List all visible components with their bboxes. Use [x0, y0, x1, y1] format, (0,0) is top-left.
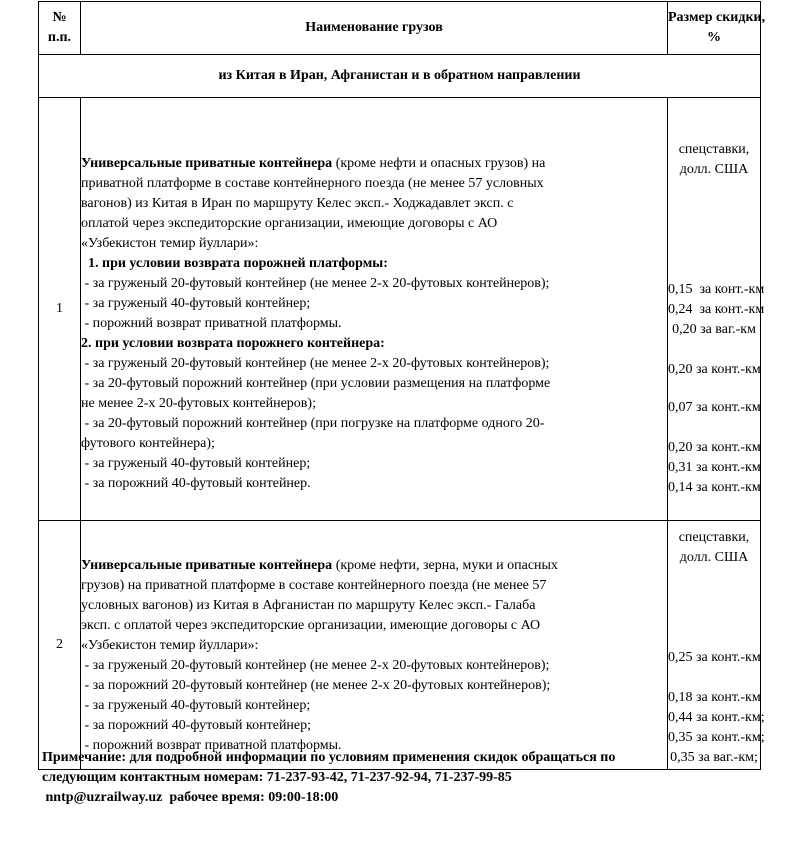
- discount-value: 0,15 за конт.-км: [668, 282, 765, 297]
- description-line: приватной платформе в составе контейнерного поезда (не менее 57 условных: [81, 176, 544, 191]
- condition-item: - за груженый 20-футовый контейнер (не менее 2-х 20-футовых контейнеров);: [81, 276, 550, 291]
- condition-item: - за груженый 20-футовый контейнер (не менее 2-х 20-футовых контейнеров);: [81, 658, 550, 673]
- condition-item: - порожний возврат приватной платформы.: [81, 738, 342, 753]
- condition-item: - за груженый 40-футовый контейнер;: [81, 456, 311, 471]
- condition-item: - за груженый 40-футовый контейнер;: [81, 698, 311, 713]
- cargo-type-bold: Универсальные приватные контейнера: [81, 156, 333, 171]
- description-first-line: [81, 154, 667, 174]
- description-line: условных вагонов) из Китая в Афганистан по маршруту Келес эксп.- Галаба: [81, 598, 536, 613]
- discount-value: 0,18 за конт.-км: [668, 690, 761, 705]
- discount-cell: [668, 98, 765, 521]
- discount-value: 0,35 за ваг.-км;: [670, 750, 758, 765]
- row-number: 1: [39, 98, 81, 521]
- discount-value: 0,25 за конт.-км: [668, 650, 761, 665]
- discount-value: 0,07 за конт.-км: [668, 400, 761, 415]
- condition-item: не менее 2-х 20-футовых контейнеров);: [81, 396, 316, 411]
- discount-value: 0,24 за конт.-км: [668, 302, 765, 317]
- description-line: оплатой через экспедиторские организации, имеющие договоры с АО: [81, 216, 498, 231]
- condition-item: - за 20-футовый порожний контейнер (при погрузке на платформе одного 20-: [81, 416, 545, 431]
- condition-item: футового контейнера);: [81, 436, 215, 451]
- header-number: [39, 2, 81, 55]
- discount-cell: [668, 521, 765, 770]
- cargo-description: [81, 521, 668, 770]
- cargo-description: [81, 98, 668, 521]
- table-header-row: [39, 2, 761, 55]
- discount-value: 0,31 за конт.-км: [668, 460, 761, 475]
- condition-item: - за 20-футовый порожний контейнер (при условии размещения на платформе: [81, 376, 551, 391]
- description-line: вагонов) из Китая в Иран по маршруту Келес эксп.- Ходжадавлет эксп. с: [81, 196, 514, 211]
- note-email-line: nntp@uzrailway.uz рабочее время: 09:00-18:00: [42, 790, 339, 805]
- table-row: [39, 98, 761, 521]
- cargo-type-bold: Универсальные приватные контейнера: [81, 558, 333, 573]
- discount-unit: долл. США: [679, 162, 749, 177]
- header-discount: [668, 2, 766, 55]
- row-number: 2: [39, 521, 81, 770]
- region-title: из Китая в Иран, Афганистан и в обратном направлении: [39, 55, 761, 98]
- condition-title: 2. при условии возврата порожнего контейнера:: [81, 336, 385, 351]
- condition-item: - за груженый 20-футовый контейнер (не менее 2-х 20-футовых контейнеров);: [81, 356, 550, 371]
- discount-unit: спецставки,: [678, 142, 750, 157]
- discount-value: 0,20 за конт.-км: [668, 362, 761, 377]
- discount-value: 0,44 за конт.-км;: [668, 710, 765, 725]
- description-line: «Узбекистон темир йуллари»:: [81, 236, 259, 251]
- description-line: грузов) на приватной платформе в составе контейнерного поезда (не менее 57: [81, 578, 547, 593]
- note-phone-line: следующим контактным номерам: 71-237-93-42, 71-237-92-94, 71-237-99-85: [42, 770, 512, 785]
- discount-unit: долл. США: [679, 550, 749, 565]
- description-line: «Узбекистон темир йуллари»:: [81, 638, 259, 653]
- description-text: (кроме нефти, зерна, муки и опасных: [332, 558, 558, 573]
- condition-title: 1. при условии возврата порожней платформы:: [81, 256, 388, 271]
- discount-value: 0,20 за конт.-км: [668, 440, 761, 455]
- table-row: [39, 521, 761, 770]
- discount-table: [38, 1, 766, 770]
- description-line: эксп. с оплатой через экспедиторские организации, имеющие договоры с АО: [81, 618, 541, 633]
- contact-note: [42, 748, 615, 808]
- description-first-line: [81, 556, 667, 576]
- region-row: [39, 55, 761, 98]
- condition-item: - за порожний 40-футовый контейнер.: [81, 476, 311, 491]
- discount-unit: спецставки,: [678, 530, 750, 545]
- note-line: Примечание: для подробной информации по условиям применения скидок обращаться по: [42, 750, 616, 765]
- description-text: (кроме нефти и опасных грузов) на: [332, 156, 546, 171]
- condition-item: - за порожний 20-футовый контейнер (не менее 2-х 20-футовых контейнеров);: [81, 678, 551, 693]
- discount-value: 0,20 за ваг.-км: [672, 322, 756, 337]
- header-number-line1: №: [52, 10, 67, 25]
- header-cargo-name: Наименование грузов: [81, 2, 668, 55]
- condition-item: - порожний возврат приватной платформы.: [81, 316, 342, 331]
- header-discount-line2: %: [707, 30, 721, 45]
- condition-item: - за порожний 40-футовый контейнер;: [81, 718, 312, 733]
- condition-item: - за груженый 40-футовый контейнер;: [81, 296, 311, 311]
- header-discount-line1: Размер скидки,: [668, 10, 766, 25]
- header-number-line2: п.п.: [47, 30, 72, 45]
- discount-value: 0,35 за конт.-км;: [668, 730, 765, 745]
- discount-value: 0,14 за конт.-км: [668, 480, 761, 495]
